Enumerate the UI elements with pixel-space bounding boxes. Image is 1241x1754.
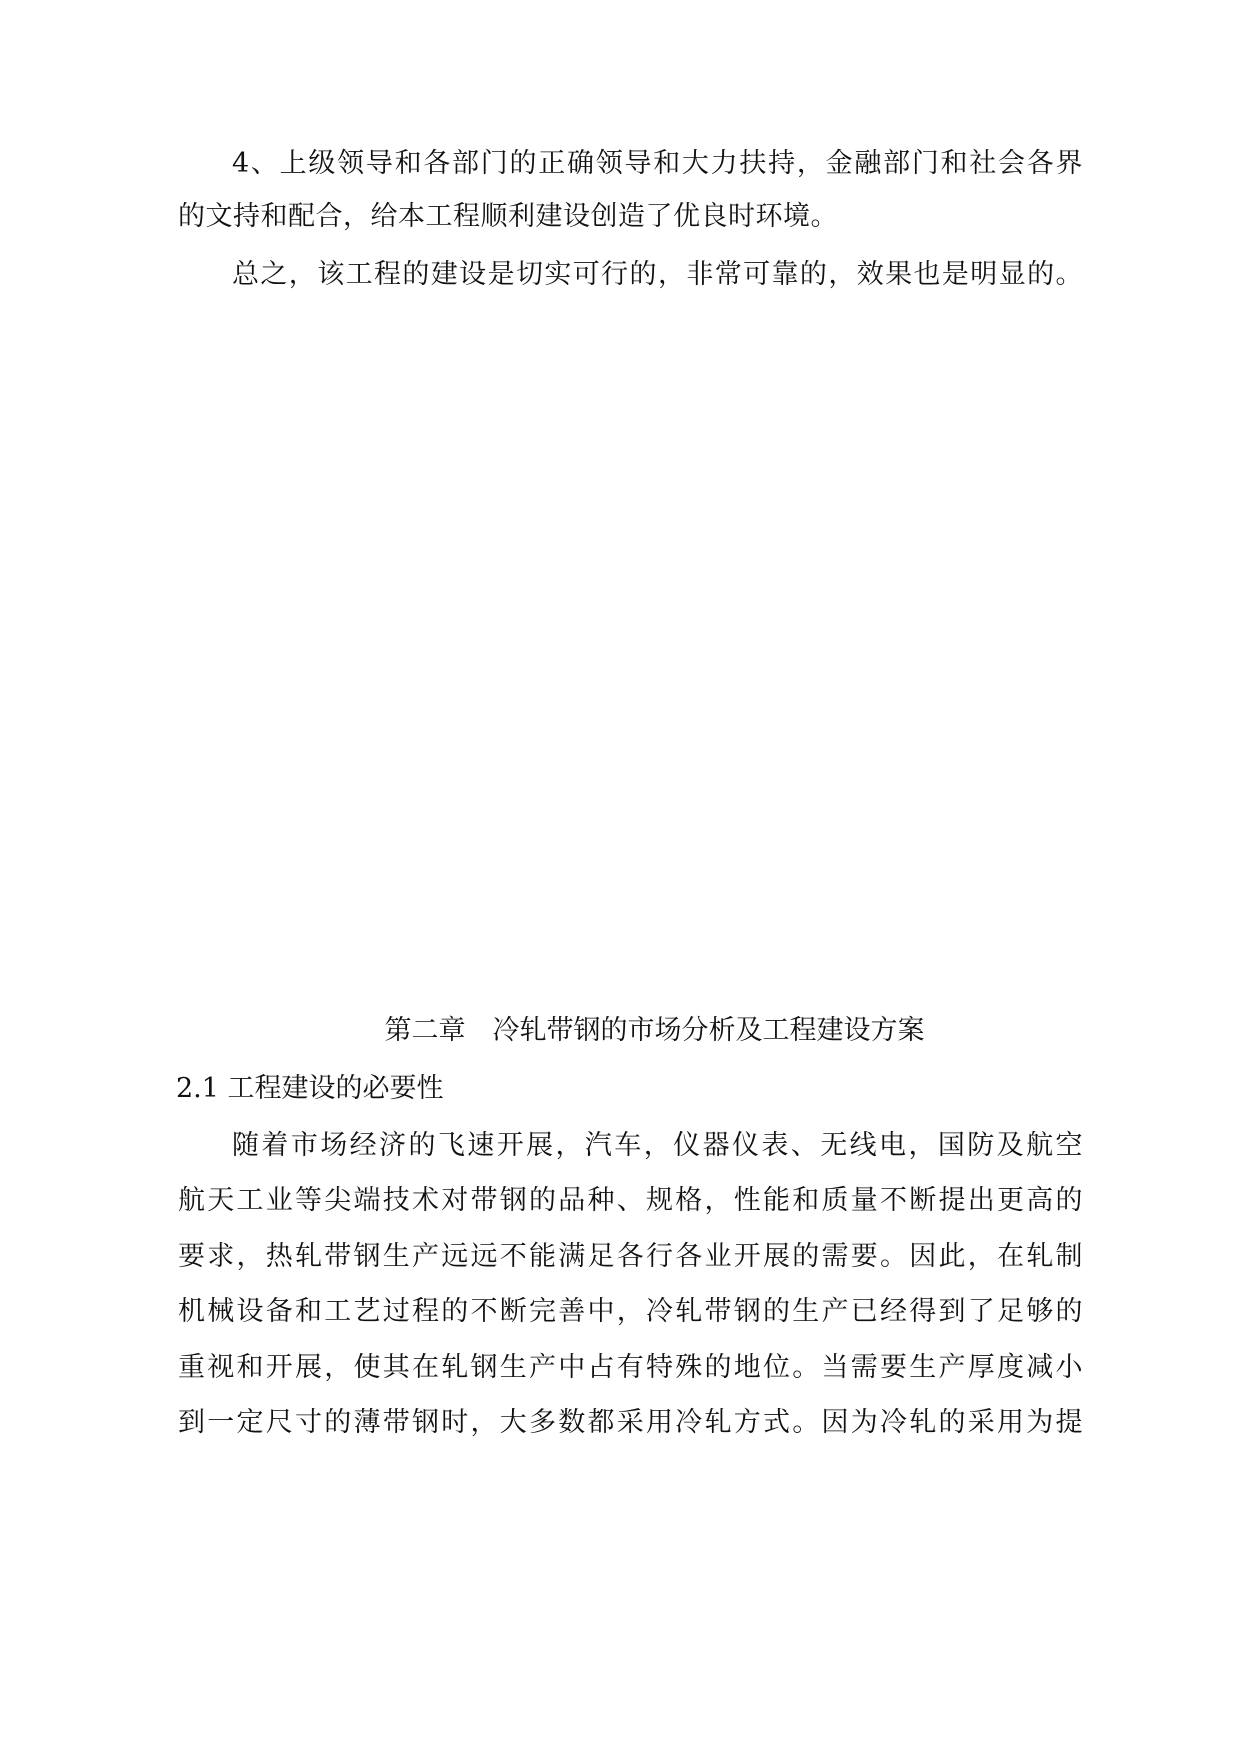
paragraph-4-line-2: 的文持和配合，给本工程顺利建设创造了优良时环境。 — [178, 201, 838, 232]
section-body-line-1: 随着市场经济的飞速开展，汽车，仪器仪表、无线电，国防及航空 — [232, 1130, 1083, 1161]
section-body-line-4: 机械设备和工艺过程的不断完善中，冷轧带钢的生产已经得到了足够的 — [178, 1296, 1083, 1327]
section-title: 2.1 工程建设的必要性 — [176, 1073, 444, 1104]
section-body-line-6: 到一定尺寸的薄带钢时，大多数都采用冷轧方式。因为冷轧的采用为提 — [178, 1407, 1083, 1438]
chapter-title: 第二章 冷轧带钢的市场分析及工程建设方案 — [384, 1015, 925, 1046]
section-body-line-5: 重视和开展，使其在轧钢生产中占有特殊的地位。当需要生产厚度减小 — [178, 1352, 1083, 1383]
section-body-line-3: 要求，热轧带钢生产远远不能满足各行各业开展的需要。因此，在轧制 — [178, 1241, 1083, 1272]
paragraph-4-line-1: 4、上级领导和各部门的正确领导和大力扶持，金融部门和社会各界 — [232, 148, 1083, 179]
section-body-line-2: 航天工业等尖端技术对带钢的品种、规格，性能和质量不断提出更高的 — [178, 1185, 1083, 1216]
conclusion-paragraph: 总之，该工程的建设是切实可行的，非常可靠的，效果也是明显的。 — [232, 259, 1083, 290]
